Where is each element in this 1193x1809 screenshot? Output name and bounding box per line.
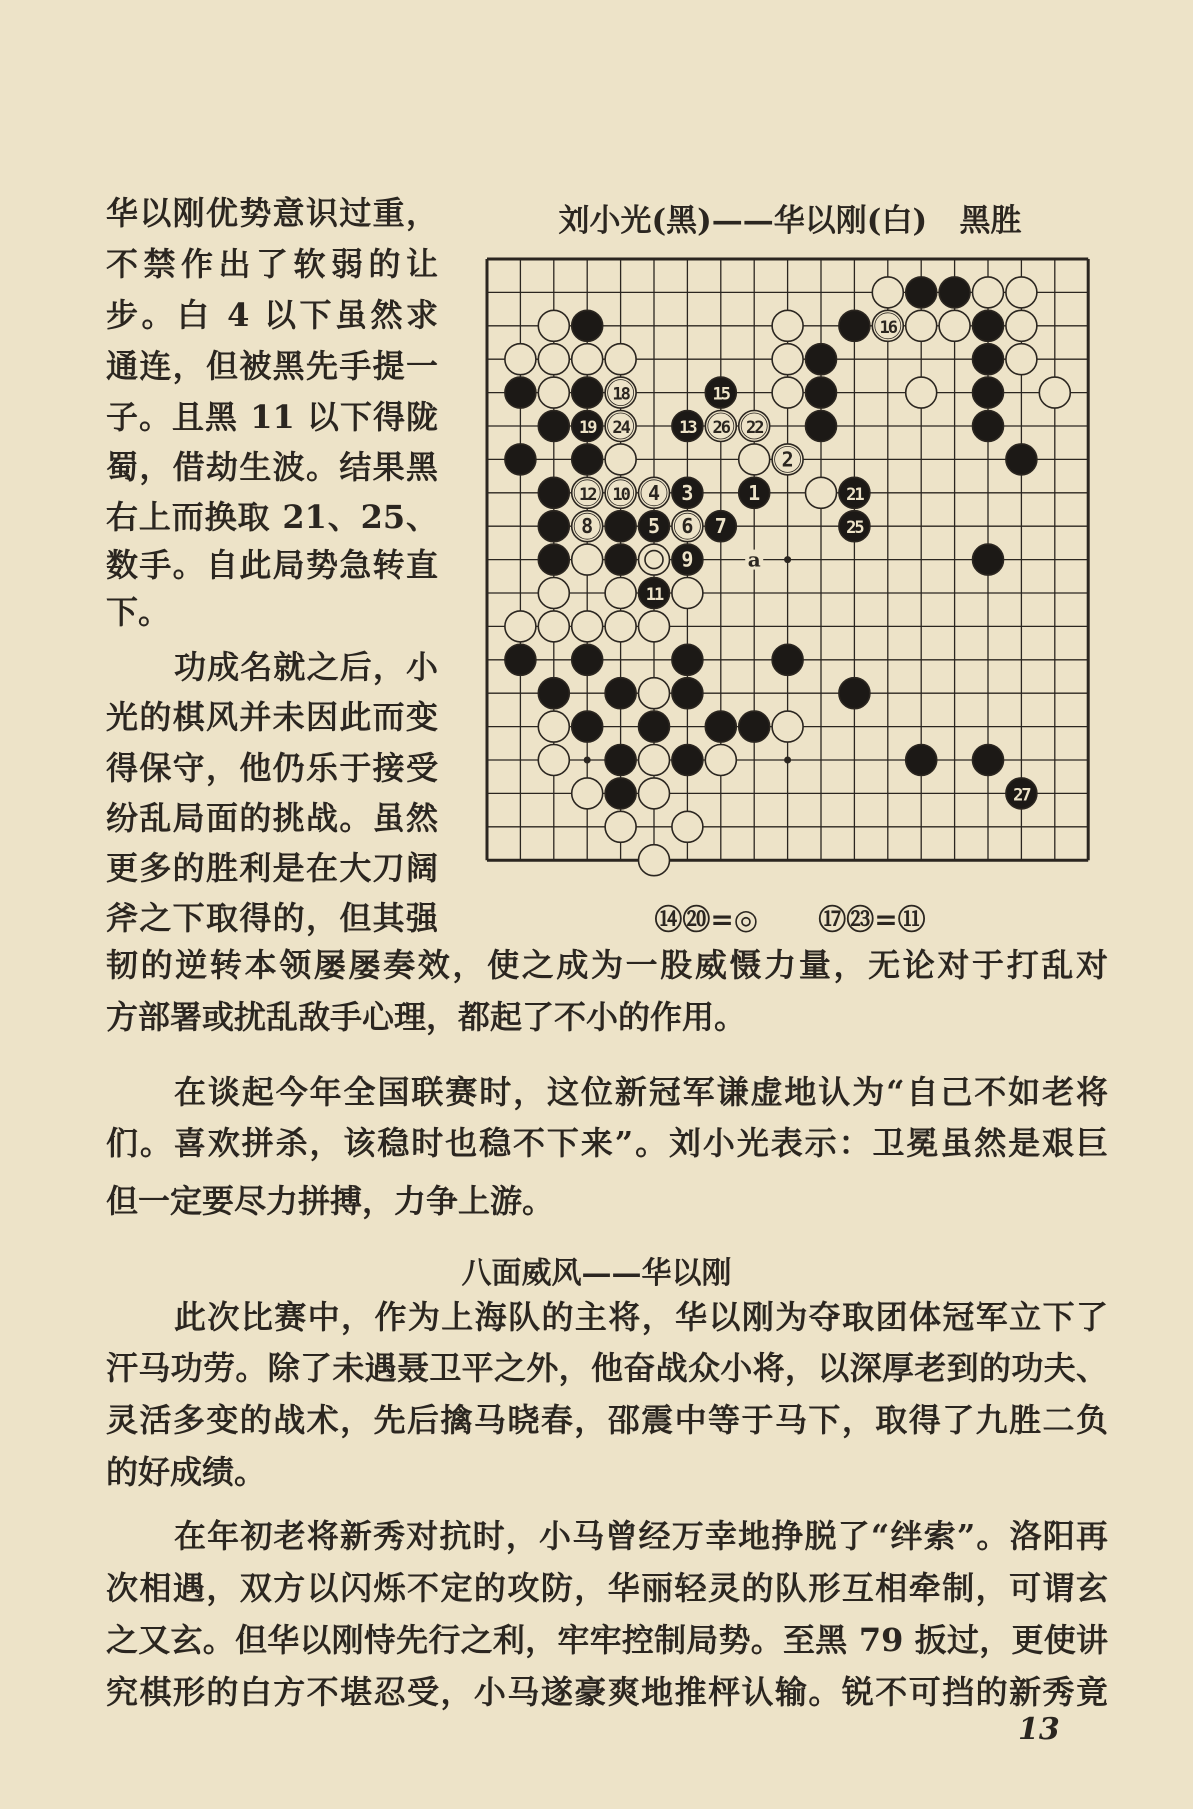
text-line: 汗马功劳。除了未遇聂卫平之外，他奋战众小将，以深厚老到的功夫、	[106, 1349, 1108, 1387]
white-stone	[639, 544, 670, 575]
black-stone	[505, 644, 536, 675]
black-stone	[572, 310, 603, 341]
white-stone	[605, 611, 636, 642]
black-stone	[906, 277, 937, 308]
move-number: 1	[748, 480, 761, 505]
text-line: 功成名就之后，小	[174, 648, 438, 686]
black-stone	[1006, 444, 1037, 475]
black-stone	[538, 411, 569, 442]
black-stone	[806, 344, 837, 375]
move-number: 10	[612, 484, 629, 505]
text-line: 下。	[106, 593, 171, 631]
black-stone	[572, 644, 603, 675]
black-stone	[973, 310, 1004, 341]
black-stone	[672, 745, 703, 776]
black-stone	[605, 678, 636, 709]
text-line: 子。且黑 11 以下得陇	[106, 398, 438, 436]
move-number: 22	[745, 418, 763, 438]
text-line: 斧之下取得的，但其强	[106, 899, 438, 937]
legend-item: ⑰㉓=⑪	[818, 903, 926, 936]
text-line: 在年初老将新秀对抗时，小马曾经万幸地挣脱了“绊索”。洛阳再	[174, 1517, 1108, 1555]
move-number: 18	[612, 384, 629, 405]
white-stone	[739, 444, 770, 475]
white-stone	[538, 344, 569, 375]
black-stone	[939, 277, 970, 308]
move-number: 12	[578, 484, 596, 505]
black-stone	[705, 711, 736, 742]
text-line: 在谈起今年全国联赛时，这位新冠军谦虚地认为“自己不如老将	[174, 1073, 1108, 1111]
white-stone	[705, 745, 736, 776]
black-stone	[605, 745, 636, 776]
black-stone	[672, 644, 703, 675]
text-line: 纷乱局面的挑战。虽然	[106, 799, 438, 837]
move-number: 25	[846, 518, 863, 539]
white-stone	[572, 611, 603, 642]
white-stone	[672, 811, 703, 842]
move-number: 16	[879, 317, 897, 338]
white-stone	[872, 277, 903, 308]
black-stone	[672, 678, 703, 709]
black-stone	[806, 377, 837, 408]
move-number: 26	[712, 418, 730, 438]
black-stone	[973, 344, 1004, 375]
move-number: 15	[712, 384, 730, 405]
black-stone	[605, 544, 636, 575]
white-stone	[639, 745, 670, 776]
text-line: 的好成绩。	[106, 1453, 267, 1491]
go-board	[470, 242, 1110, 882]
white-stone	[605, 444, 636, 475]
move-number: 9	[681, 547, 694, 572]
black-stone	[973, 411, 1004, 442]
move-number: 19	[578, 418, 596, 438]
black-stone	[605, 778, 636, 809]
black-stone	[839, 678, 870, 709]
white-stone	[772, 344, 803, 375]
black-stone	[538, 678, 569, 709]
white-stone	[538, 611, 569, 642]
white-stone	[505, 611, 536, 642]
text-line: 究棋形的白方不堪忍受，小马遂豪爽地推枰认输。锐不可挡的新秀竟	[106, 1673, 1108, 1711]
text-line: 韧的逆转本领屡屡奏效，使之成为一股威慑力量，无论对于打乱对	[106, 946, 1108, 984]
white-stone	[572, 544, 603, 575]
text-line: 数手。自此局势急转直	[106, 546, 438, 584]
move-number: 4	[647, 480, 661, 505]
text-line: 蜀，借劫生波。结果黑	[106, 448, 438, 486]
text-line: 得保守，他仍乐于接受	[106, 749, 438, 787]
white-stone	[1039, 377, 1070, 408]
white-stone	[538, 310, 569, 341]
black-stone	[572, 444, 603, 475]
text-line: 们。喜欢拼杀，该稳时也稳不下来”。刘小光表示：卫冕虽然是艰巨	[106, 1124, 1108, 1162]
white-stone	[538, 377, 569, 408]
white-stone	[572, 344, 603, 375]
page-number: 13	[1018, 1712, 1060, 1747]
white-stone	[538, 745, 569, 776]
text-line: 不禁作出了软弱的让	[106, 245, 438, 283]
white-stone	[538, 578, 569, 609]
white-stone	[806, 477, 837, 508]
white-stone	[639, 845, 670, 876]
move-number: 5	[647, 514, 661, 539]
text-line: 之又玄。但华以刚恃先行之利，牢牢控制局势。至黑 79 扳过，更使讲	[106, 1621, 1108, 1659]
black-stone	[538, 544, 569, 575]
black-stone	[605, 511, 636, 542]
black-stone	[906, 745, 937, 776]
move-number: 7	[714, 514, 727, 539]
move-number: 24	[612, 418, 629, 438]
text-line: 更多的胜利是在大刀阔	[106, 849, 438, 887]
text-line: 但一定要尽力拼搏，力争上游。	[106, 1182, 555, 1220]
diagram-title: 刘小光(黑)——华以刚(白) 黑胜	[558, 203, 1022, 239]
white-stone	[1006, 344, 1037, 375]
text-line: 光的棋风并未因此而变	[106, 698, 438, 736]
text-line: 华以刚优势意识过重，	[106, 194, 438, 232]
white-stone	[572, 778, 603, 809]
black-stone	[538, 511, 569, 542]
move-number: 8	[581, 514, 594, 539]
black-stone	[806, 411, 837, 442]
white-stone	[639, 678, 670, 709]
white-stone	[772, 711, 803, 742]
white-stone	[538, 711, 569, 742]
white-stone	[639, 611, 670, 642]
text-line: 方部署或扰乱敌手心理，都起了不小的作用。	[106, 998, 747, 1036]
legend-item: ⑭⑳=◎	[654, 903, 759, 936]
diagram-legend	[560, 898, 1020, 938]
white-stone	[939, 310, 970, 341]
move-number: 2	[781, 447, 794, 472]
white-stone	[772, 377, 803, 408]
move-number: 27	[1013, 785, 1030, 806]
white-stone	[605, 344, 636, 375]
black-stone	[572, 377, 603, 408]
white-stone	[672, 578, 703, 609]
black-stone	[739, 711, 770, 742]
star-point	[584, 757, 591, 764]
white-stone	[973, 277, 1004, 308]
text-line: 步。白 4 以下虽然求	[106, 296, 438, 334]
white-stone	[1006, 277, 1037, 308]
move-number: 6	[681, 514, 694, 539]
black-stone	[973, 377, 1004, 408]
black-stone	[639, 711, 670, 742]
white-stone	[605, 811, 636, 842]
black-stone	[973, 544, 1004, 575]
white-stone	[605, 578, 636, 609]
star-point	[784, 757, 791, 764]
section-heading: 八面威风——华以刚	[461, 1256, 732, 1291]
white-stone	[1006, 310, 1037, 341]
point-label-a: a	[747, 547, 761, 572]
black-stone	[839, 310, 870, 341]
black-stone	[973, 745, 1004, 776]
move-number: 21	[846, 484, 863, 505]
white-stone	[639, 778, 670, 809]
text-line: 右上而换取 21、25、	[106, 498, 438, 536]
text-line: 此次比赛中，作为上海队的主将，华以刚为夺取团体冠军立下了	[174, 1298, 1108, 1336]
black-stone	[772, 644, 803, 675]
black-stone	[572, 711, 603, 742]
move-number: 11	[645, 585, 663, 605]
black-stone	[505, 444, 536, 475]
text-line: 次相遇，双方以闪烁不定的攻防，华丽轻灵的队形互相牵制，可谓玄	[106, 1569, 1108, 1607]
black-stone	[538, 477, 569, 508]
white-stone	[505, 344, 536, 375]
move-number: 13	[679, 418, 696, 438]
black-stone	[505, 377, 536, 408]
white-stone	[906, 310, 937, 341]
move-number: 3	[681, 480, 694, 505]
white-stone	[772, 310, 803, 341]
text-line: 通连，但被黑先手提一	[106, 347, 438, 385]
white-stone	[906, 377, 937, 408]
text-line: 灵活多变的战术，先后擒马晓春，邵震中等于马下，取得了九胜二负	[106, 1401, 1108, 1439]
star-point	[784, 556, 791, 563]
